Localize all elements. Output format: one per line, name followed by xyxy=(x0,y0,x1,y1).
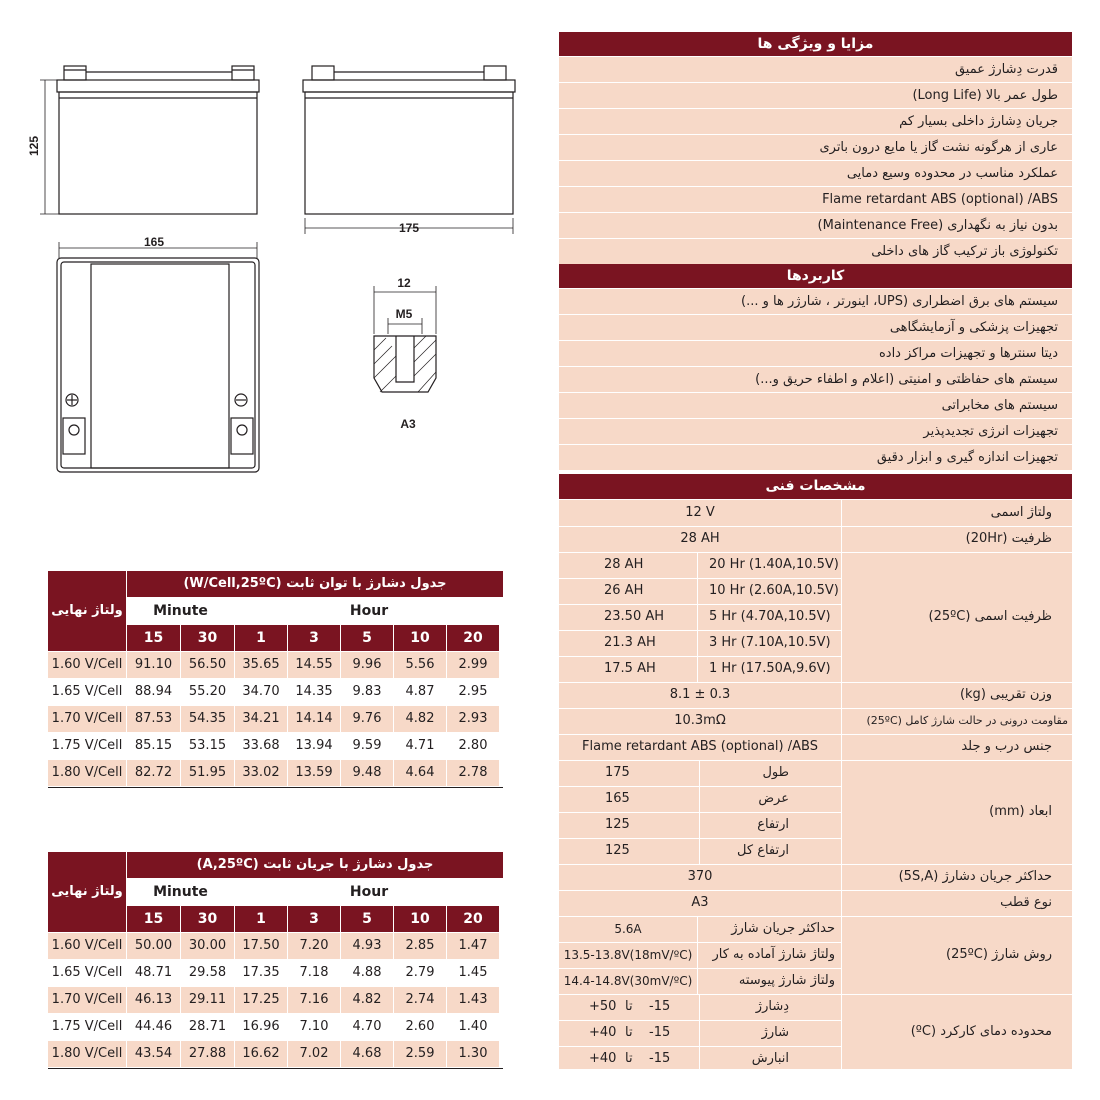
column-header: 15 xyxy=(127,906,180,932)
specs-table xyxy=(559,500,1072,1069)
data-cell: 7.20 xyxy=(288,933,340,959)
final-voltage-cell: 1.65 V/Cell xyxy=(48,679,126,705)
data-cell: 1.45 xyxy=(447,960,499,986)
data-cell: 51.95 xyxy=(181,760,234,786)
data-cell: 2.59 xyxy=(394,1041,446,1067)
data-cell: 17.50 xyxy=(235,933,287,959)
column-header: 3 xyxy=(288,625,340,651)
column-header: 3 xyxy=(288,906,340,932)
weight-label: وزن تقریبی (kg) xyxy=(959,687,1052,702)
final-voltage-cell: 1.75 V/Cell xyxy=(48,1014,126,1040)
terminal-type-label: A3 xyxy=(400,417,416,431)
data-cell: 28.71 xyxy=(181,1014,234,1040)
column-header: 10 xyxy=(394,625,446,651)
rated-capacity-label: ظرفیت اسمی (25ºC) xyxy=(928,609,1052,624)
data-cell: 50.00 xyxy=(127,933,180,959)
data-cell: 5.56 xyxy=(394,652,446,678)
temp-to-word: تا xyxy=(625,1051,633,1066)
final-voltage-cell: 1.60 V/Cell xyxy=(48,652,126,678)
data-cell: 2.95 xyxy=(447,679,499,705)
temp-label: محدوده دمای کارکرد (ºC) xyxy=(910,1024,1052,1039)
data-cell: 55.20 xyxy=(181,679,234,705)
data-cell: 1.30 xyxy=(447,1041,499,1067)
final-voltage-cell: 1.65 V/Cell xyxy=(48,960,126,986)
temp-name: دِشارژ xyxy=(755,999,789,1014)
length-dim-label: 175 xyxy=(398,221,420,235)
data-cell: 9.48 xyxy=(341,760,393,786)
dimensions-label: ابعاد (mm) xyxy=(989,804,1052,819)
data-cell: 13.94 xyxy=(288,733,340,759)
final-voltage-cell: 1.70 V/Cell xyxy=(48,706,126,732)
charge-method-name: ولتاژ شارژ آماده به کار xyxy=(712,947,835,962)
rated-capacity-value: 17.5 AH xyxy=(604,661,656,676)
data-cell: 53.15 xyxy=(181,733,234,759)
column-header: 15 xyxy=(127,625,180,651)
case-value: Flame retardant ABS (optional) /ABS xyxy=(582,739,818,754)
nominal-voltage-value: 12 V xyxy=(685,505,715,520)
terminal-value: A3 xyxy=(691,895,709,910)
data-cell: 17.35 xyxy=(235,960,287,986)
data-cell: 7.18 xyxy=(288,960,340,986)
rated-capacity-rate: 3 Hr (7.10A,10.5V) xyxy=(709,635,831,650)
nominal-voltage-label: ولتاژ اسمی xyxy=(990,505,1052,520)
battery-drawings xyxy=(0,0,540,480)
data-cell: 34.70 xyxy=(235,679,287,705)
data-cell: 4.64 xyxy=(394,760,446,786)
column-header: 5 xyxy=(341,625,393,651)
terminal-width-label: 12 xyxy=(397,276,411,290)
dimension-name: طول xyxy=(762,765,789,780)
final-voltage-header: ولتاژ نهایی xyxy=(48,852,126,932)
final-voltage-cell: 1.80 V/Cell xyxy=(48,1041,126,1067)
data-cell: 2.85 xyxy=(394,933,446,959)
data-cell: 44.46 xyxy=(127,1014,180,1040)
column-header: 1 xyxy=(235,906,287,932)
resistance-label: مقاومت درونی در حالت شارژ کامل (25ºC) xyxy=(866,714,1068,727)
rated-capacity-rate: 20 Hr (1.40A,10.5V) xyxy=(709,557,839,572)
data-cell: 2.80 xyxy=(447,733,499,759)
minute-header: Minute xyxy=(127,598,234,624)
table-border xyxy=(48,1068,503,1069)
temp-from: -15 xyxy=(649,999,671,1014)
data-cell: 13.59 xyxy=(288,760,340,786)
data-cell: 27.88 xyxy=(181,1041,234,1067)
table-title: جدول دشارژ با توان ثابت (W/Cell,25ºC) xyxy=(127,571,503,597)
temp-to: +50 xyxy=(589,999,617,1014)
applications-title: کاربردها xyxy=(559,264,1072,288)
dimension-name: عرض xyxy=(758,791,789,806)
data-cell: 16.62 xyxy=(235,1041,287,1067)
features-title: مزایا و ویژگی ها xyxy=(559,32,1072,56)
rated-capacity-rate: 5 Hr (4.70A,10.5V) xyxy=(709,609,831,624)
data-cell: 4.82 xyxy=(394,706,446,732)
specs-title: مشخصات فنی xyxy=(559,474,1072,499)
feature-item: بدون نیاز به نگهداری (Maintenance Free) xyxy=(559,213,1072,238)
data-cell: 2.93 xyxy=(447,706,499,732)
feature-item: قدرت دِشارژ عمیق xyxy=(559,57,1072,82)
applications-section xyxy=(559,264,1072,470)
data-cell: 4.82 xyxy=(341,987,393,1013)
col-divider xyxy=(697,552,698,682)
data-cell: 1.40 xyxy=(447,1014,499,1040)
max-discharge-label: حداکثر جریان دشارژ (5S,A) xyxy=(898,869,1052,884)
column-header: 5 xyxy=(341,906,393,932)
application-item: دیتا سنترها و تجهیزات مراکز داده xyxy=(559,341,1072,366)
max-discharge-value: 370 xyxy=(687,869,713,884)
table-border xyxy=(48,787,503,788)
data-cell: 2.74 xyxy=(394,987,446,1013)
data-cell: 16.96 xyxy=(235,1014,287,1040)
data-cell: 9.59 xyxy=(341,733,393,759)
data-cell: 88.94 xyxy=(127,679,180,705)
column-header: 30 xyxy=(181,906,234,932)
data-cell: 7.10 xyxy=(288,1014,340,1040)
data-cell: 2.79 xyxy=(394,960,446,986)
terminal-detail xyxy=(374,286,436,392)
data-cell: 4.70 xyxy=(341,1014,393,1040)
data-cell: 4.87 xyxy=(394,679,446,705)
hour-header: Hour xyxy=(235,879,503,905)
width-dim-label: 165 xyxy=(143,235,165,249)
dimension-name: ارتفاع xyxy=(757,817,789,832)
data-cell: 1.47 xyxy=(447,933,499,959)
temp-to: +40 xyxy=(589,1025,617,1040)
features-section xyxy=(559,32,1072,264)
application-item: تجهیزات اندازه گیری و ابزار دقیق xyxy=(559,445,1072,470)
charge-method-name: ولتاژ شارژ پیوسته xyxy=(738,973,835,988)
data-cell: 1.43 xyxy=(447,987,499,1013)
column-header: 30 xyxy=(181,625,234,651)
data-cell: 29.58 xyxy=(181,960,234,986)
battery-front-view xyxy=(57,66,259,214)
temp-from: -15 xyxy=(649,1025,671,1040)
column-header: 10 xyxy=(394,906,446,932)
temp-from: -15 xyxy=(649,1051,671,1066)
data-cell: 2.60 xyxy=(394,1014,446,1040)
data-cell: 17.25 xyxy=(235,987,287,1013)
data-cell: 91.10 xyxy=(127,652,180,678)
rated-capacity-rate: 10 Hr (2.60A,10.5V) xyxy=(709,583,839,598)
application-item: سیستم های مخابراتی xyxy=(559,393,1072,418)
data-cell: 30.00 xyxy=(181,933,234,959)
data-cell: 56.50 xyxy=(181,652,234,678)
charge-method-name: حداکثر جریان شارژ xyxy=(731,921,835,936)
data-cell: 14.35 xyxy=(288,679,340,705)
height-dim-label: 125 xyxy=(27,135,41,157)
rated-capacity-rate: 1 Hr (17.50A,9.6V) xyxy=(709,661,831,676)
temp-name: شارژ xyxy=(761,1025,789,1040)
data-cell: 7.02 xyxy=(288,1041,340,1067)
battery-side-view xyxy=(303,66,515,214)
weight-value: 8.1 ± 0.3 xyxy=(669,687,731,702)
case-label: جنس درب و جلد xyxy=(961,739,1052,754)
application-item: تجهیزات پزشکی و آزمایشگاهی xyxy=(559,315,1072,340)
data-cell: 4.71 xyxy=(394,733,446,759)
col-divider xyxy=(699,760,700,864)
power-discharge-table xyxy=(48,571,503,787)
rated-capacity-value: 23.50 AH xyxy=(604,609,665,624)
final-voltage-cell: 1.70 V/Cell xyxy=(48,987,126,1013)
data-cell: 2.99 xyxy=(447,652,499,678)
feature-item: عملکرد مناسب در محدوده وسیع دمایی xyxy=(559,161,1072,186)
charge-method-value: 13.5-13.8V(18mV/ºC) xyxy=(563,948,693,962)
rated-capacity-value: 26 AH xyxy=(604,583,644,598)
data-cell: 2.78 xyxy=(447,760,499,786)
data-cell: 43.54 xyxy=(127,1041,180,1067)
temp-to-word: تا xyxy=(625,999,633,1014)
current-discharge-table xyxy=(48,852,503,1068)
data-cell: 7.16 xyxy=(288,987,340,1013)
final-voltage-cell: 1.80 V/Cell xyxy=(48,760,126,786)
temp-to: +40 xyxy=(589,1051,617,1066)
col-divider xyxy=(699,994,700,1072)
data-cell: 33.68 xyxy=(235,733,287,759)
resistance-value: 10.3mΩ xyxy=(674,713,726,728)
data-cell: 14.55 xyxy=(288,652,340,678)
feature-item: Flame retardant ABS (optional) /ABS xyxy=(559,187,1072,212)
data-cell: 14.14 xyxy=(288,706,340,732)
dimension-value: 165 xyxy=(605,791,630,806)
data-cell: 34.21 xyxy=(235,706,287,732)
data-cell: 29.11 xyxy=(181,987,234,1013)
temp-name: انبارش xyxy=(751,1051,789,1066)
rated-capacity-value: 21.3 AH xyxy=(604,635,656,650)
data-cell: 87.53 xyxy=(127,706,180,732)
charge-method-value: 14.4-14.8V(30mV/ºC) xyxy=(563,974,693,988)
dimension-name: ارتفاع کل xyxy=(737,843,789,858)
data-cell: 46.13 xyxy=(127,987,180,1013)
final-voltage-header: ولتاژ نهایی xyxy=(48,571,126,651)
data-cell: 4.68 xyxy=(341,1041,393,1067)
data-cell: 9.76 xyxy=(341,706,393,732)
column-header: 1 xyxy=(235,625,287,651)
data-cell: 35.65 xyxy=(235,652,287,678)
final-voltage-cell: 1.75 V/Cell xyxy=(48,733,126,759)
feature-item: طول عمر بالا (Long Life) xyxy=(559,83,1072,108)
temp-to-word: تا xyxy=(625,1025,633,1040)
terminal-thread-label: M5 xyxy=(395,307,413,321)
final-voltage-cell: 1.60 V/Cell xyxy=(48,933,126,959)
data-cell: 9.96 xyxy=(341,652,393,678)
feature-item: جریان دِشارژ داخلی بسیار کم xyxy=(559,109,1072,134)
minute-header: Minute xyxy=(127,879,234,905)
dimension-value: 125 xyxy=(605,843,630,858)
dimension-value: 125 xyxy=(605,817,630,832)
capacity-value: 28 AH xyxy=(680,531,720,546)
terminal-label: نوع قطب xyxy=(1000,895,1052,910)
rated-capacity-value: 28 AH xyxy=(604,557,644,572)
capacity-label: ظرفیت (20Hr) xyxy=(965,531,1052,546)
data-cell: 4.93 xyxy=(341,933,393,959)
data-cell: 4.88 xyxy=(341,960,393,986)
column-header: 20 xyxy=(447,625,499,651)
battery-top-view xyxy=(57,258,259,472)
dimension-value: 175 xyxy=(605,765,630,780)
feature-item: عاری از هرگونه نشت گاز یا مایع درون باتری xyxy=(559,135,1072,160)
data-cell: 82.72 xyxy=(127,760,180,786)
col-divider xyxy=(697,916,698,994)
column-header: 20 xyxy=(447,906,499,932)
hour-header: Hour xyxy=(235,598,503,624)
data-cell: 33.02 xyxy=(235,760,287,786)
data-cell: 48.71 xyxy=(127,960,180,986)
application-item: سیستم های برق اضطراری (UPS، اینورتر ، شارژر ها و ...) xyxy=(559,289,1072,314)
application-item: سیستم های حفاظتی و امنیتی (اعلام و اطفاء حریق و...) xyxy=(559,367,1072,392)
feature-item: تکنولوژی باز ترکیب گاز های داخلی xyxy=(559,239,1072,264)
charge-method-value: 5.6A xyxy=(614,922,642,936)
application-item: تجهیزات انرژی تجدیدپذیر xyxy=(559,419,1072,444)
charge-method-label: روش شارژ (25ºC) xyxy=(946,947,1052,962)
data-cell: 85.15 xyxy=(127,733,180,759)
data-cell: 9.83 xyxy=(341,679,393,705)
table-title: جدول دشارژ با جریان ثابت (A,25ºC) xyxy=(127,852,503,878)
data-cell: 54.35 xyxy=(181,706,234,732)
